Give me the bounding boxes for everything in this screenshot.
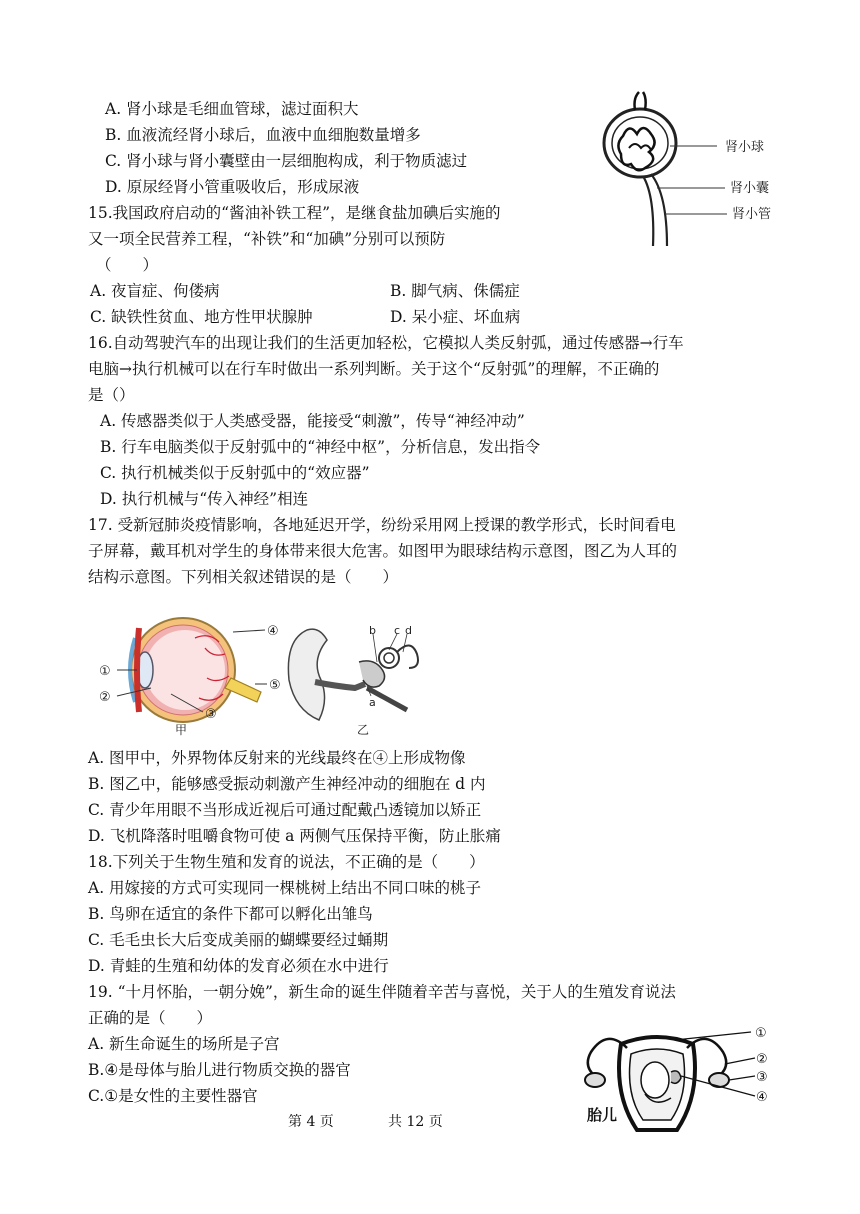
q16-stem-line-2: 电脑→执行机械可以在行车时做出一系列判断。关于这个“反射弧”的理解，不正确的 (88, 360, 660, 378)
q14-option-c: C. 肾小球与肾小囊壁由一层细胞构成，利于物质滤过 (105, 152, 468, 170)
q16-option-d: D. 执行机械与“传入神经”相连 (100, 490, 309, 508)
uterus-label-4: ④ (756, 1090, 768, 1105)
q15-stem-line-1: 15.我国政府启动的“酱油补铁工程”，是继食盐加碘后实施的 (88, 204, 501, 222)
label-renal-tubule: 肾小管 (732, 207, 772, 222)
q18-option-a: A. 用嫁接的方式可实现同一棵桃树上结出不同口味的桃子 (88, 879, 482, 897)
label-glomerulus: 肾小球 (725, 140, 765, 155)
q18-option-d: D. 青蛙的生殖和幼体的发育必须在水中进行 (88, 957, 389, 975)
uterus-label-2: ② (756, 1052, 768, 1067)
eye-label-1: ① (99, 664, 111, 679)
ear-label-d: d (405, 624, 412, 637)
q15-option-b: B. 脚气病、侏儒症 (390, 282, 520, 300)
q16-stem-line-1: 16.自动驾驶汽车的出现让我们的生活更加轻松，它模拟人类反射弧，通过传感器→行车 (88, 334, 684, 352)
q16-stem-line-3: 是（） (88, 386, 135, 404)
fetus-label: 胎儿 (587, 1106, 618, 1124)
eye-structure-figure (95, 608, 290, 738)
uterus-label-3: ③ (756, 1070, 768, 1085)
q19-option-a: A. 新生命诞生的场所是子宫 (88, 1035, 280, 1053)
q14-option-a: A. 肾小球是毛细血管球，滤过面积大 (105, 100, 359, 118)
q19-option-c: C.①是女性的主要性器官 (88, 1087, 258, 1105)
label-bowman-capsule: 肾小囊 (730, 181, 770, 196)
q16-option-c: C. 执行机械类似于反射弧中的“效应器” (100, 464, 370, 482)
q15-option-d: D. 呆小症、坏血病 (390, 308, 521, 326)
q17-stem-line-3: 结构示意图。下列相关叙述错误的是（ ） (88, 568, 399, 586)
q17-option-a: A. 图甲中，外界物体反射来的光线最终在④上形成物像 (88, 749, 466, 767)
q18-option-c: C. 毛毛虫长大后变成美丽的蝴蝶要经过蛹期 (88, 931, 389, 949)
q16-option-b: B. 行车电脑类似于反射弧中的“神经中枢”，分析信息，发出指令 (100, 438, 541, 456)
q15-option-a: A. 夜盲症、佝偻病 (90, 282, 220, 300)
eye-label-3: ③ (205, 707, 217, 722)
eye-label-5: ⑤ (269, 678, 281, 693)
q15-stem-line-3: （ ） (96, 256, 159, 274)
ear-label-a: a (369, 696, 376, 709)
q19-stem-line-2: 正确的是（ ） (88, 1009, 213, 1027)
q15-option-c: C. 缺铁性贫血、地方性甲状腺肿 (90, 308, 313, 326)
q14-option-b: B. 血液流经肾小球后，血液中血细胞数量增多 (105, 126, 421, 144)
q15-stem-line-2: 又一项全民营养工程，“补铁”和“加碘”分别可以预防 (88, 230, 446, 248)
ear-label-b: b (369, 624, 376, 637)
q18-stem: 18.下列关于生物生殖和发育的说法，不正确的是（ ） (88, 853, 485, 871)
footer-page-number: 第 4 页 (288, 1114, 334, 1130)
q16-option-a: A. 传感器类似于人类感受器，能接受“刺激”，传导“神经冲动” (100, 412, 525, 430)
q17-option-d: D. 飞机降落时咀嚼食物可使 a 两侧气压保持平衡，防止胀痛 (88, 827, 501, 845)
eye-caption: 甲 (175, 723, 188, 737)
nephron-figure (585, 88, 800, 250)
q19-stem-line-1: 19. “十月怀胎，一朝分娩”，新生命的诞生伴随着辛苦与喜悦，关于人的生殖发育说法 (88, 983, 676, 1001)
q17-stem-line-1: 17. 受新冠肺炎疫情影响，各地延迟开学，纷纷采用网上授课的教学形式，长时间看电 (88, 516, 676, 534)
q17-option-b: B. 图乙中，能够感受振动刺激产生神经冲动的细胞在 d 内 (88, 775, 486, 793)
eye-label-2: ② (99, 690, 111, 705)
q18-option-b: B. 鸟卵在适宜的条件下都可以孵化出雏鸟 (88, 905, 373, 923)
q17-option-c: C. 青少年用眼不当形成近视后可通过配戴凸透镜加以矫正 (88, 801, 482, 819)
q17-stem-line-2: 子屏幕，戴耳机对学生的身体带来很大危害。如图甲为眼球结构示意图，图乙为人耳的 (88, 542, 678, 560)
uterus-fetus-figure (575, 1018, 780, 1140)
footer-total-pages: 共 12 页 (388, 1114, 443, 1130)
eye-label-4: ④ (267, 624, 279, 639)
ear-label-c: c (394, 624, 401, 637)
ear-caption: 乙 (357, 723, 370, 737)
ear-structure-figure (285, 622, 430, 740)
q14-option-d: D. 原尿经肾小管重吸收后，形成尿液 (105, 178, 360, 196)
uterus-label-1: ① (755, 1026, 767, 1041)
q19-option-b: B.④是母体与胎儿进行物质交换的器官 (88, 1061, 351, 1079)
